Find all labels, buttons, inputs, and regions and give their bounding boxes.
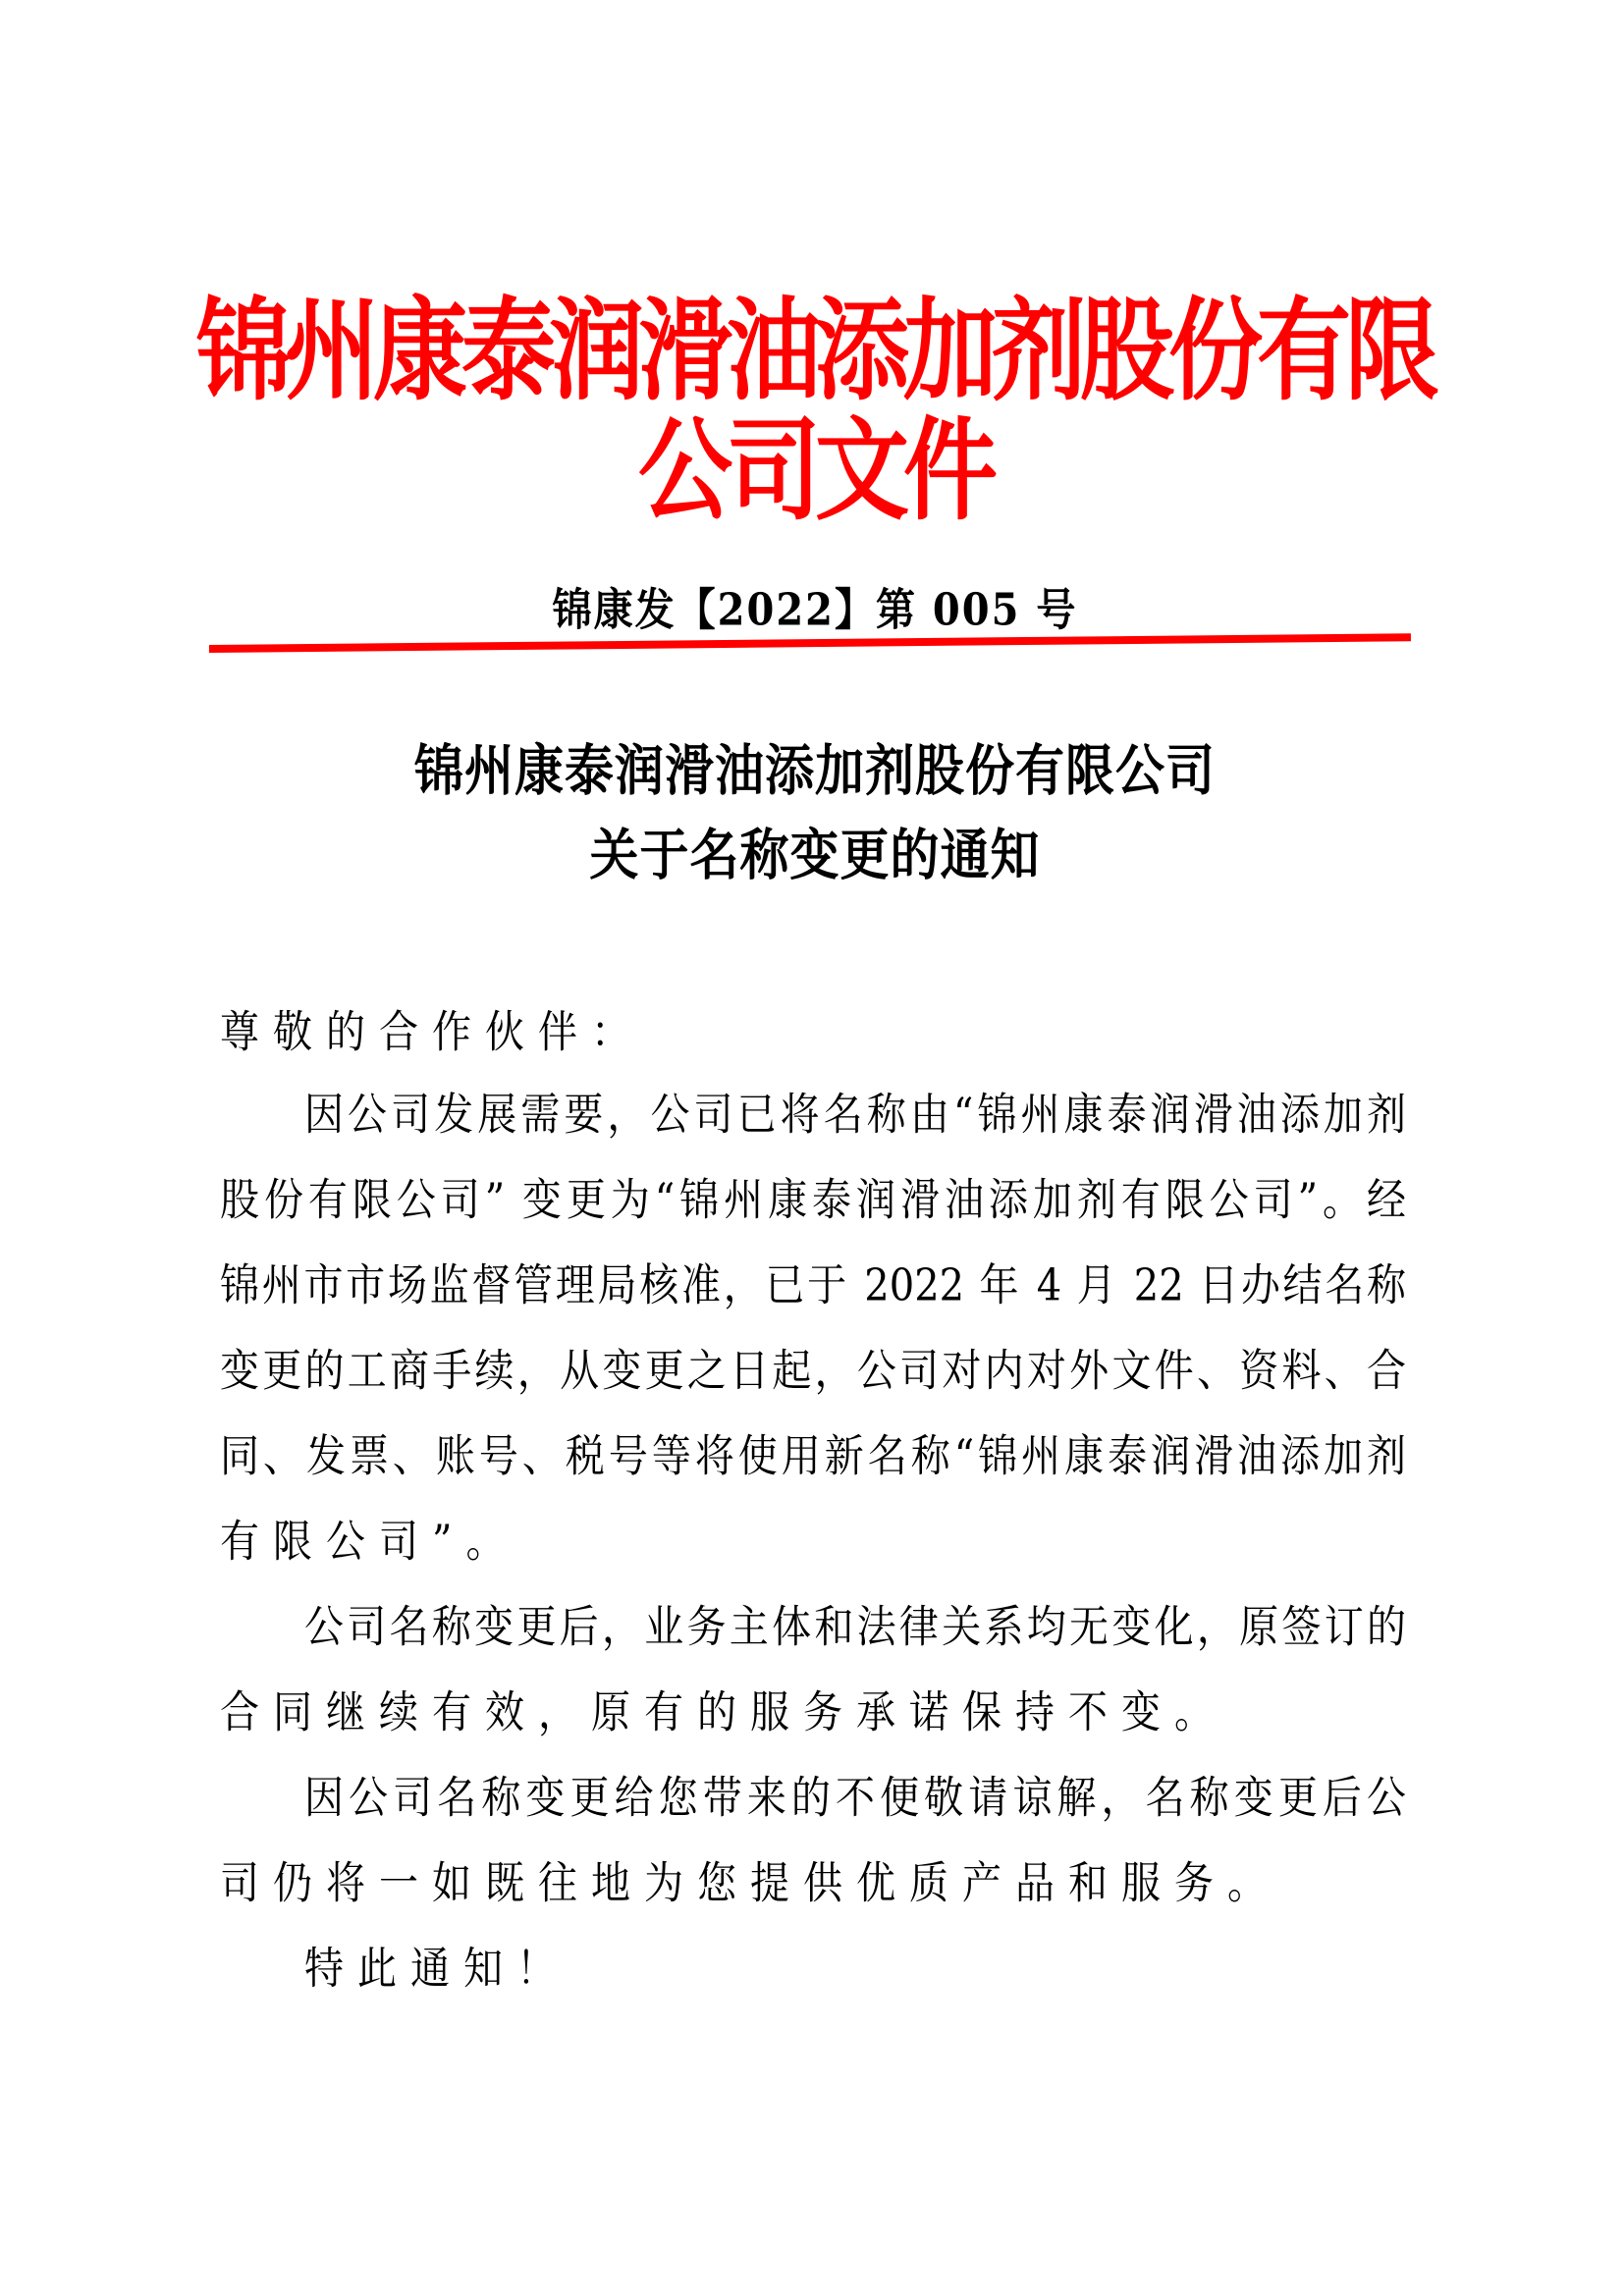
paragraph-1-line: 因公司发展需要，公司已将名称由“锦州康泰润滑油添加剂 (304, 1090, 1406, 1141)
paragraph-2-line: 合同继续有效，原有的服务承诺保持不变。 (220, 1687, 1227, 1738)
notice-title-line-1: 锦州康泰润滑油添加剂股份有限公司 (414, 739, 1216, 804)
paragraph-1-line: 变更的工商手续，从变更之日起，公司对内对外文件、资料、合 (220, 1346, 1406, 1397)
notice-title-line-2: 关于名称变更的通知 (589, 824, 1041, 888)
paragraph-1-line: 有限公司”。 (220, 1517, 519, 1568)
letterhead-title-line-1: 锦州康泰润滑油添加剂股份有限 (196, 286, 1434, 416)
paragraph-2-line: 公司名称变更后，业务主体和法律关系均无变化，原签订的 (304, 1602, 1406, 1653)
paragraph-1-line: 股份有限公司” 变更为“锦州康泰润滑油添加剂有限公司”。经 (220, 1175, 1406, 1226)
paragraph-1-line: 同、发票、账号、税号等将使用新名称“锦州康泰润滑油添加剂 (220, 1431, 1406, 1482)
closing-statement: 特此通知！ (304, 1944, 569, 1995)
paragraph-3-line: 因公司名称变更给您带来的不便敬请谅解，名称变更后公 (304, 1773, 1406, 1824)
salutation: 尊敬的合作伙伴： (220, 1007, 644, 1058)
paragraph-1-line: 锦州市市场监督管理局核准，已于 2022 年 4 月 22 日办结名称 (220, 1260, 1406, 1311)
document-number: 锦康发【2022】第 005 号 (552, 584, 1078, 636)
letterhead-title-line-2: 公司文件 (638, 405, 992, 536)
paragraph-3-line: 司仍将一如既往地为您提供优质产品和服务。 (220, 1858, 1280, 1909)
